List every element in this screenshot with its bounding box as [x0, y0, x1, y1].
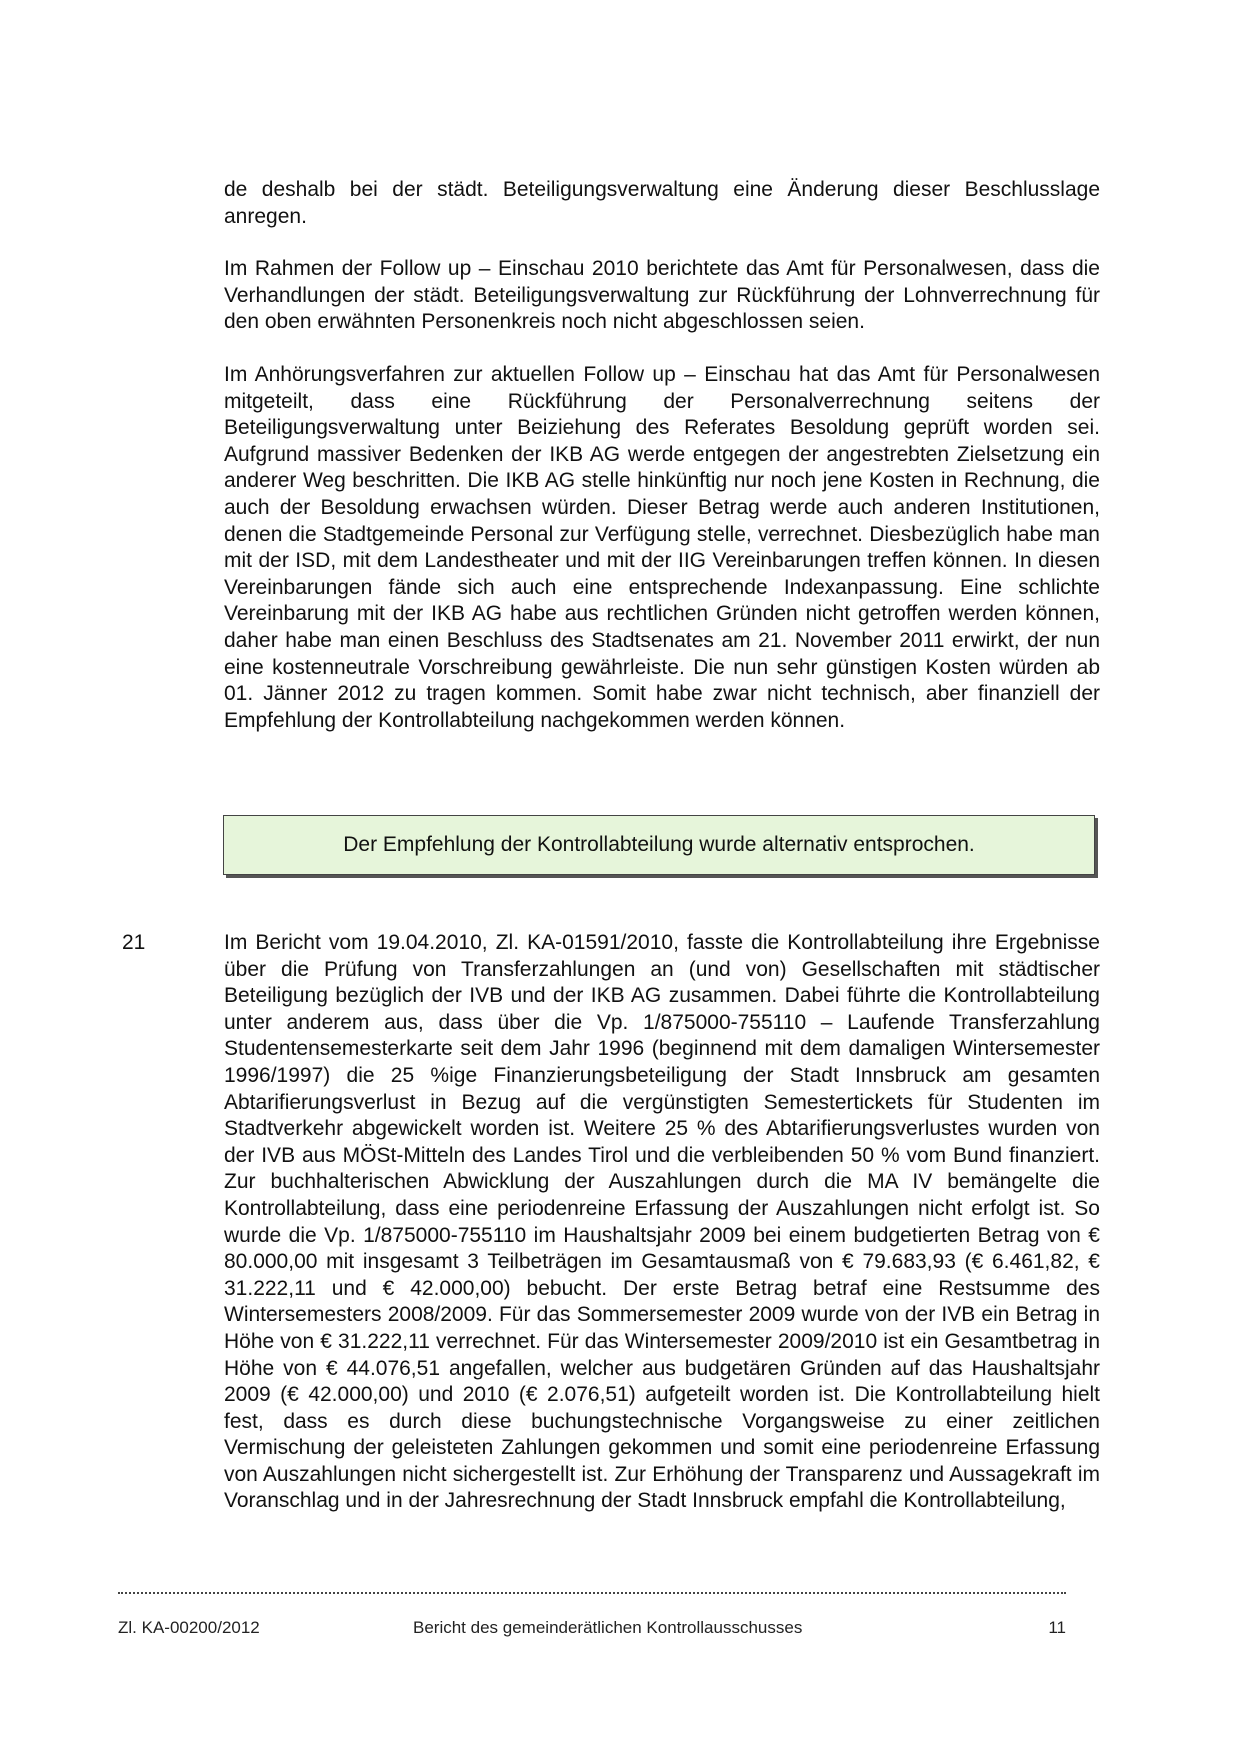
footer-title: Bericht des gemeinderätlichen Kontrollausschusses: [413, 1618, 803, 1637]
body-text-top: [224, 177, 1100, 760]
page-number: 11: [1048, 1618, 1066, 1637]
verdict-box: [223, 815, 1095, 875]
item-text: [224, 930, 1100, 1541]
footer-reference: Zl. KA-00200/2012: [118, 1618, 260, 1637]
verdict-text: Der Empfehlung der Kontrollabteilung wurde alternativ entsprochen.: [343, 833, 975, 856]
paragraph: Im Anhörungsverfahren zur aktuellen Follow up – Einschau hat das Amt für Personalwesen mitgeteilt, dass eine Rückführung der Personalverrechnung seitens der Beteiligungsverwaltung unter Beiziehung des Referates Besoldung geprüft worden sei. Aufgrund massiver Bedenken der IKB AG werde entgegen der angestrebten Zielsetzung ein anderer Weg beschritten. Die IKB AG stelle hinkünftig nur noch jene Kosten in Rechnung, die auch der Besoldung erwachsen würden. Dieser Betrag werde auch anderen Institutionen, denen die Stadtgemeinde Personal zur Verfügung stelle, verrechnet. Diesbezüglich habe man mit der ISD, mit dem Landestheater und mit der IIG Vereinbarungen treffen können. In diesen Vereinbarungen fände sich auch eine entsprechende Indexanpassung. Eine schlichte Vereinbarung mit der IKB AG habe aus rechtlichen Gründen nicht getroffen werden können, daher habe man einen Beschluss des Stadtsenates am 21. November 2011 erwirkt, der nun eine kostenneutrale Vorschreibung gewährleiste. Die nun sehr günstigen Kosten würden ab 01. Jänner 2012 zu tragen kommen. Somit habe zwar nicht technisch, aber finanziell der Empfehlung der Kontrollabteilung nachgekommen werden können.: [224, 362, 1100, 732]
paragraph: Im Bericht vom 19.04.2010, Zl. KA-01591/2010, fasste die Kontrollabteilung ihre Ergebnisse über die Prüfung von Transferzahlungen an (und von) Gesellschaften mit städtischer Beteiligung bezüglich der IVB und der IKB AG zusammen. Dabei führte die Kontrollabteilung unter anderem aus, dass über die Vp. 1/875000-755110 – Laufende Transferzahlung Studentensemesterkarte seit dem Jahr 1996 (beginnend mit dem damaligen Wintersemester 1996/1997) die 25 %ige Finanzierungsbeteiligung der Stadt Innsbruck am gesamten Abtarifierungsverlust in Bezug auf die vergünstigten Semestertickets für Studenten im Stadtverkehr abgewickelt worden ist. Weitere 25 % des Abtarifierungsverlustes wurden von der IVB aus MÖSt-Mitteln des Landes Tirol und die verbleibenden 50 % vom Bund finanziert. Zur buchhalterischen Abwicklung der Auszahlungen durch die MA IV bemängelte die Kontrollabteilung, dass eine periodenreine Erfassung der Auszahlungen nicht erfolgt ist. So wurde die Vp. 1/875000-755110 im Haushaltsjahr 2009 bei einem budgetierten Betrag von € 80.000,00 mit insgesamt 3 Teilbeträgen im Gesamtausmaß von € 79.683,93 (€ 6.461,82, € 31.222,11 und € 42.000,00) bebucht. Der erste Betrag betraf eine Restsumme des Wintersemesters 2008/2009. Für das Sommersemester 2009 wurde von der IVB ein Betrag in Höhe von € 31.222,11 verrechnet. Für das Wintersemester 2009/2010 ist ein Gesamtbetrag in Höhe von € 44.076,51 angefallen, welcher aus budgetären Gründen auf das Haushaltsjahr 2009 (€ 42.000,00) und 2010 (€ 2.076,51) aufgeteilt worden ist. Die Kontrollabteilung hielt fest, dass es durch diese buchungstechnische Vorgangsweise zu einer zeitlichen Vermischung der geleisteten Zahlungen gekommen und somit eine periodenreine Erfassung von Auszahlungen nicht sichergestellt ist. Zur Erhöhung der Transparenz und Aussagekraft im Voranschlag und in der Jahresrechnung der Stadt Innsbruck empfahl die Kontrollabteilung,: [224, 931, 1100, 1513]
item-number: 21: [122, 931, 146, 954]
footer-divider: [118, 1586, 1066, 1594]
paragraph: Im Rahmen der Follow up – Einschau 2010 berichtete das Amt für Personalwesen, dass die Verhandlungen der städt. Beteiligungsverwaltung zur Rückführung der Lohnverrechnung für den oben erwähnten Personenkreis noch nicht abgeschlossen seien.: [224, 257, 1100, 334]
paragraph: de deshalb bei der städt. Beteiligungsverwaltung eine Änderung dieser Beschlusslage anregen.: [224, 178, 1100, 228]
